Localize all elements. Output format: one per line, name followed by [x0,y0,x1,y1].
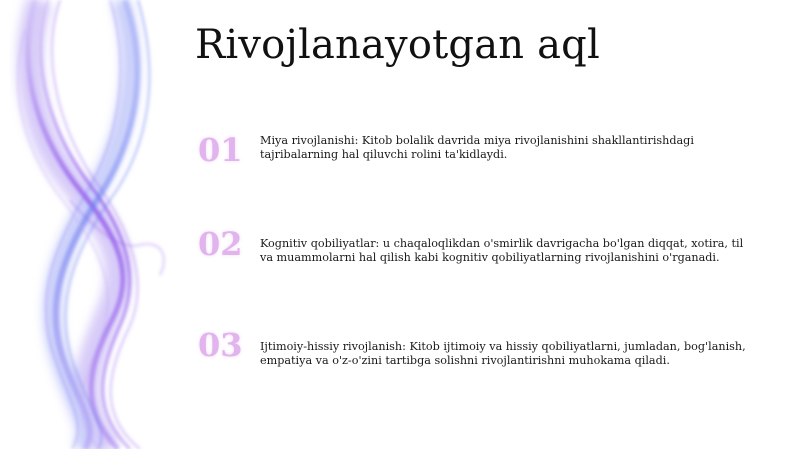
point-number: 01 [198,131,243,169]
point-text: Ijtimoiy-hissiy rivojlanish: Kitob ijtimoiy va hissiy qobiliyatlarni, jumladan, bog'lanish, empatiya va o'z-o'zini tartibga solishni rivojlantirishni muhokama qiladi. [260,340,746,367]
point-number: 02 [198,225,243,263]
point-text: Miya rivojlanishi: Kitob bolalik davrida miya rivojlanishini shakllantirishdagi tajribalarning hal qiluvchi rolini ta'kidlaydi. [260,134,694,161]
slide-title: Rivojlanayotgan aql [195,22,600,68]
smoke-ribbon-decoration [0,0,215,449]
point-number: 03 [198,326,243,364]
point-text: Kognitiv qobiliyatlar: u chaqaloqlikdan o'smirlik davrigacha bo'lgan diqqat, xotira, til va muammolarni hal qilish kabi kognitiv qobiliyatlarning rivojlanishini o'rganadi. [260,237,744,264]
